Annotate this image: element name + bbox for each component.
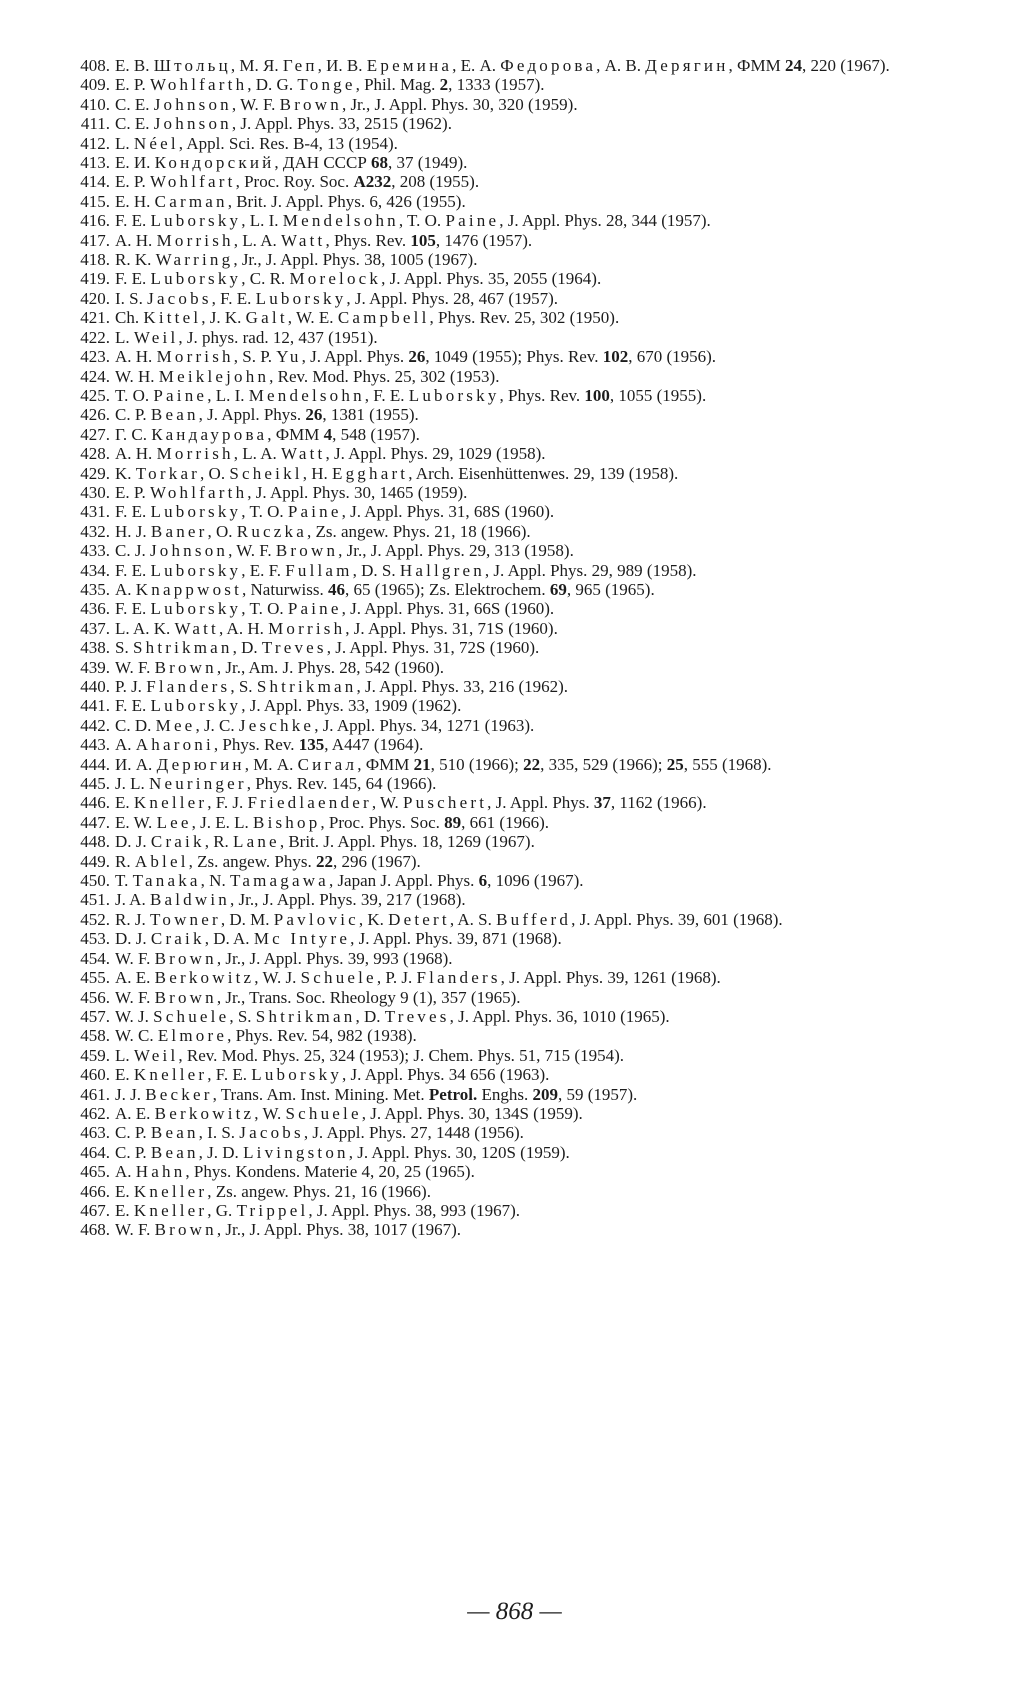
reference-item xyxy=(58,619,974,638)
reference-text: L. A. K. Watt, A. H. Morrish, J. Appl. Phys. 31, 71S (1960). xyxy=(115,618,558,638)
reference-item xyxy=(58,231,974,250)
reference-number: 445. xyxy=(80,774,110,794)
reference-item xyxy=(58,910,974,929)
reference-item xyxy=(58,929,974,948)
reference-text: И. А. Дерюгин, М. А. Сигал, ФММ 21, 510 (1966); 22, 335, 529 (1966); 25, 555 (1968). xyxy=(115,754,772,774)
reference-item xyxy=(58,696,974,715)
reference-text: L. Néel, Appl. Sci. Res. B-4, 13 (1954). xyxy=(115,133,398,153)
reference-item xyxy=(58,1104,974,1123)
reference-item xyxy=(58,949,974,968)
reference-number: 466. xyxy=(80,1181,110,1201)
reference-text: E. W. Lee, J. E. L. Bishop, Proc. Phys. Soc. 89, 661 (1966). xyxy=(115,812,549,832)
reference-number: 463. xyxy=(80,1123,110,1143)
reference-text: E. H. Carman, Brit. J. Appl. Phys. 6, 426 (1955). xyxy=(115,191,466,211)
reference-number: 454. xyxy=(80,948,110,968)
reference-item xyxy=(58,1143,974,1162)
reference-number: 462. xyxy=(80,1103,110,1123)
reference-number: 453. xyxy=(80,929,110,949)
reference-item xyxy=(58,386,974,405)
reference-number: 424. xyxy=(80,366,110,386)
reference-number: 443. xyxy=(80,735,110,755)
reference-text: Е. В. Штольц, М. Я. Геп, И. В. Еремина, Е. А. Федорова, А. В. Дерягин, ФММ 24, 220 (1967). xyxy=(115,56,890,75)
reference-number: 420. xyxy=(80,288,110,308)
reference-item xyxy=(58,95,974,114)
reference-number: 409. xyxy=(80,75,110,95)
reference-item xyxy=(58,1007,974,1026)
reference-number: 450. xyxy=(80,871,110,891)
reference-text: R. J. Towner, D. M. Pavlovic, K. Detert, A. S. Bufferd, J. Appl. Phys. 39, 601 (1968). xyxy=(115,909,783,929)
reference-number: 416. xyxy=(80,211,110,231)
reference-item xyxy=(58,580,974,599)
reference-item xyxy=(58,599,974,618)
reference-item xyxy=(58,1085,974,1104)
reference-item xyxy=(58,308,974,327)
reference-text: A. E. Berkowitz, W. J. Schuele, P. J. Flanders, J. Appl. Phys. 39, 1261 (1968). xyxy=(115,968,721,988)
reference-number: 425. xyxy=(80,385,110,405)
reference-text: A. H. Morrish, L. A. Watt, Phys. Rev. 105, 1476 (1957). xyxy=(115,230,533,250)
reference-item xyxy=(58,56,974,75)
reference-number: 441. xyxy=(80,696,110,716)
reference-number: 449. xyxy=(80,851,110,871)
reference-text: Г. С. Кандаурова, ФММ 4, 548 (1957). xyxy=(115,424,420,444)
reference-number: 408. xyxy=(80,56,110,75)
reference-number: 468. xyxy=(80,1220,110,1240)
reference-number: 459. xyxy=(80,1045,110,1065)
reference-text: K. Torkar, O. Scheikl, H. Egghart, Arch. Eisenhüttenwes. 29, 139 (1958). xyxy=(115,463,679,483)
reference-text: E. P. Wohlfart, Proc. Roy. Soc. A232, 208 (1955). xyxy=(115,172,480,192)
reference-item xyxy=(58,813,974,832)
reference-item xyxy=(58,638,974,657)
reference-number: 464. xyxy=(80,1142,110,1162)
reference-item xyxy=(58,114,974,133)
reference-item xyxy=(58,250,974,269)
reference-item xyxy=(58,405,974,424)
reference-text: H. J. Baner, O. Ruczka, Zs. angew. Phys. 21, 18 (1966). xyxy=(115,521,531,541)
reference-item xyxy=(58,1182,974,1201)
reference-item xyxy=(58,425,974,444)
reference-item xyxy=(58,211,974,230)
reference-text: C. P. Bean, J. Appl. Phys. 26, 1381 (1955). xyxy=(115,405,419,425)
reference-text: W. F. Brown, Jr., J. Appl. Phys. 39, 993 (1968). xyxy=(115,948,453,968)
reference-text: F. E. Luborsky, L. I. Mendelsohn, T. O. Paine, J. Appl. Phys. 28, 344 (1957). xyxy=(115,211,711,231)
reference-number: 435. xyxy=(80,579,110,599)
reference-text: E. Kneller, Zs. angew. Phys. 21, 16 (1966). xyxy=(115,1181,431,1201)
reference-item xyxy=(58,716,974,735)
reference-text: S. Shtrikman, D. Treves, J. Appl. Phys. 31, 72S (1960). xyxy=(115,638,540,658)
reference-number: 467. xyxy=(80,1200,110,1220)
reference-text: J. L. Neuringer, Phys. Rev. 145, 64 (1966). xyxy=(115,774,437,794)
reference-text: A. Aharoni, Phys. Rev. 135, A447 (1964). xyxy=(115,735,424,755)
reference-text: D. J. Craik, R. Lane, Brit. J. Appl. Phys. 18, 1269 (1967). xyxy=(115,832,535,852)
reference-number: 418. xyxy=(80,250,110,270)
reference-item xyxy=(58,75,974,94)
reference-number: 434. xyxy=(80,560,110,580)
reference-number: 457. xyxy=(80,1006,110,1026)
reference-text: D. J. Craik, D. A. Mc Intyre, J. Appl. Phys. 39, 871 (1968). xyxy=(115,929,562,949)
reference-text: C. E. Johnson, J. Appl. Phys. 33, 2515 (1962). xyxy=(115,114,452,134)
reference-number: 461. xyxy=(80,1084,110,1104)
reference-number: 455. xyxy=(80,968,110,988)
reference-text: A. Knappwost, Naturwiss. 46, 65 (1965); Zs. Elektrochem. 69, 965 (1965). xyxy=(115,579,655,599)
reference-number: 427. xyxy=(80,424,110,444)
reference-item xyxy=(58,1026,974,1045)
reference-number: 432. xyxy=(80,521,110,541)
reference-item xyxy=(58,1123,974,1142)
reference-item xyxy=(58,483,974,502)
reference-number: 456. xyxy=(80,987,110,1007)
reference-number: 436. xyxy=(80,599,110,619)
reference-item xyxy=(58,755,974,774)
reference-text: E. Kneller, F. J. Friedlaender, W. Puschert, J. Appl. Phys. 37, 1162 (1966). xyxy=(115,793,707,813)
reference-number: 412. xyxy=(80,133,110,153)
reference-item xyxy=(58,444,974,463)
reference-text: C. P. Bean, I. S. Jacobs, J. Appl. Phys. 27, 1448 (1956). xyxy=(115,1123,524,1143)
reference-item xyxy=(58,192,974,211)
reference-item xyxy=(58,890,974,909)
reference-number: 430. xyxy=(80,482,110,502)
reference-text: A. H. Morrish, L. A. Watt, J. Appl. Phys. 29, 1029 (1958). xyxy=(115,444,546,464)
reference-text: E. Kneller, F. E. Luborsky, J. Appl. Phys. 34 656 (1963). xyxy=(115,1065,550,1085)
reference-number: 417. xyxy=(80,230,110,250)
reference-text: W. H. Meiklejohn, Rev. Mod. Phys. 25, 302 (1953). xyxy=(115,366,500,386)
reference-number: 448. xyxy=(80,832,110,852)
reference-item xyxy=(58,677,974,696)
reference-item xyxy=(58,269,974,288)
reference-text: R. Ablel, Zs. angew. Phys. 22, 296 (1967). xyxy=(115,851,421,871)
reference-item xyxy=(58,172,974,191)
reference-item xyxy=(58,561,974,580)
reference-text: F. E. Luborsky, C. R. Morelock, J. Appl. Phys. 35, 2055 (1964). xyxy=(115,269,602,289)
reference-item xyxy=(58,134,974,153)
reference-text: J. J. Becker, Trans. Am. Inst. Mining. Met. Petrol. Enghs. 209, 59 (1957). xyxy=(115,1084,638,1104)
reference-text: I. S. Jacobs, F. E. Luborsky, J. Appl. Phys. 28, 467 (1957). xyxy=(115,288,558,308)
reference-item xyxy=(58,988,974,1007)
reference-item xyxy=(58,328,974,347)
reference-text: F. E. Luborsky, E. F. Fullam, D. S. Hallgren, J. Appl. Phys. 29, 989 (1958). xyxy=(115,560,697,580)
reference-number: 415. xyxy=(80,191,110,211)
reference-number: 411. xyxy=(80,114,110,134)
reference-text: W. J. Schuele, S. Shtrikman, D. Treves, J. Appl. Phys. 36, 1010 (1965). xyxy=(115,1006,670,1026)
reference-item xyxy=(58,347,974,366)
reference-text: Е. И. Кондорский, ДАН СССР 68, 37 (1949). xyxy=(115,153,468,173)
reference-text: F. E. Luborsky, T. O. Paine, J. Appl. Phys. 31, 66S (1960). xyxy=(115,599,555,619)
reference-number: 433. xyxy=(80,541,110,561)
reference-number: 419. xyxy=(80,269,110,289)
reference-item xyxy=(58,1065,974,1084)
reference-number: 447. xyxy=(80,812,110,832)
reference-number: 451. xyxy=(80,890,110,910)
reference-number: 439. xyxy=(80,657,110,677)
reference-item xyxy=(58,968,974,987)
reference-number: 410. xyxy=(80,94,110,114)
reference-text: W. F. Brown, Jr., Am. J. Phys. 28, 542 (1960). xyxy=(115,657,445,677)
reference-text: T. Tanaka, N. Tamagawa, Japan J. Appl. Phys. 6, 1096 (1967). xyxy=(115,871,584,891)
reference-item xyxy=(58,871,974,890)
page-number: — 868 — xyxy=(467,1598,562,1625)
reference-text: A. H. Morrish, S. P. Yu, J. Appl. Phys. 26, 1049 (1955); Phys. Rev. 102, 670 (1956). xyxy=(115,347,717,367)
reference-text: C. J. Johnson, W. F. Brown, Jr., J. Appl. Phys. 29, 313 (1958). xyxy=(115,541,574,561)
reference-number: 452. xyxy=(80,909,110,929)
reference-number: 465. xyxy=(80,1162,110,1182)
reference-text: L. Weil, J. phys. rad. 12, 437 (1951). xyxy=(115,327,378,347)
reference-item xyxy=(58,1201,974,1220)
reference-text: C. E. Johnson, W. F. Brown, Jr., J. Appl. Phys. 30, 320 (1959). xyxy=(115,94,578,114)
reference-item xyxy=(58,541,974,560)
reference-item xyxy=(58,502,974,521)
reference-text: E. P. Wohlfarth, J. Appl. Phys. 30, 1465 (1959). xyxy=(115,482,468,502)
reference-list xyxy=(58,56,974,1240)
reference-item xyxy=(58,1046,974,1065)
reference-number: 460. xyxy=(80,1065,110,1085)
reference-text: P. J. Flanders, S. Shtrikman, J. Appl. Phys. 33, 216 (1962). xyxy=(115,677,569,696)
reference-text: Ch. Kittel, J. K. Galt, W. E. Campbell, Phys. Rev. 25, 302 (1950). xyxy=(115,308,620,328)
reference-text: C. D. Mee, J. C. Jeschke, J. Appl. Phys. 34, 1271 (1963). xyxy=(115,715,535,735)
reference-item xyxy=(58,289,974,308)
reference-number: 426. xyxy=(80,405,110,425)
reference-number: 423. xyxy=(80,347,110,367)
reference-item xyxy=(58,735,974,754)
reference-text: W. F. Brown, Jr., Trans. Soc. Rheology 9 (1), 357 (1965). xyxy=(115,987,521,1007)
reference-number: 421. xyxy=(80,308,110,328)
reference-text: F. E. Luborsky, J. Appl. Phys. 33, 1909 (1962). xyxy=(115,696,462,716)
reference-text: W. F. Brown, Jr., J. Appl. Phys. 38, 1017 (1967). xyxy=(115,1220,462,1240)
reference-text: A. Hahn, Phys. Kondens. Materie 4, 20, 25 (1965). xyxy=(115,1162,475,1182)
reference-number: 442. xyxy=(80,715,110,735)
reference-text: A. E. Berkowitz, W. Schuele, J. Appl. Phys. 30, 134S (1959). xyxy=(115,1103,583,1123)
reference-item xyxy=(58,153,974,172)
reference-number: 446. xyxy=(80,793,110,813)
reference-item xyxy=(58,1220,974,1239)
reference-item xyxy=(58,793,974,812)
reference-number: 438. xyxy=(80,638,110,658)
reference-number: 444. xyxy=(80,754,110,774)
reference-item xyxy=(58,852,974,871)
reference-number: 458. xyxy=(80,1026,110,1046)
reference-number: 429. xyxy=(80,463,110,483)
reference-number: 413. xyxy=(80,153,110,173)
reference-item xyxy=(58,464,974,483)
reference-text: T. O. Paine, L. I. Mendelsohn, F. E. Luborsky, Phys. Rev. 100, 1055 (1955). xyxy=(115,385,707,405)
reference-text: W. C. Elmore, Phys. Rev. 54, 982 (1938). xyxy=(115,1026,417,1046)
reference-text: L. Weil, Rev. Mod. Phys. 25, 324 (1953); J. Chem. Phys. 51, 715 (1954). xyxy=(115,1045,625,1065)
reference-number: 428. xyxy=(80,444,110,464)
reference-item xyxy=(58,522,974,541)
reference-text: E. P. Wohlfarth, D. G. Tonge, Phil. Mag. 2, 1333 (1957). xyxy=(115,75,545,95)
reference-text: E. Kneller, G. Trippel, J. Appl. Phys. 38, 993 (1967). xyxy=(115,1200,520,1220)
reference-number: 440. xyxy=(80,677,110,696)
reference-item xyxy=(58,367,974,386)
reference-number: 431. xyxy=(80,502,110,522)
reference-text: F. E. Luborsky, T. O. Paine, J. Appl. Phys. 31, 68S (1960). xyxy=(115,502,555,522)
reference-item xyxy=(58,1162,974,1181)
reference-number: 437. xyxy=(80,618,110,638)
reference-text: J. A. Baldwin, Jr., J. Appl. Phys. 39, 217 (1968). xyxy=(115,890,466,910)
reference-item xyxy=(58,774,974,793)
reference-number: 422. xyxy=(80,327,110,347)
reference-item xyxy=(58,832,974,851)
reference-number: 414. xyxy=(80,172,110,192)
reference-item xyxy=(58,658,974,677)
reference-text: C. P. Bean, J. D. Livingston, J. Appl. Phys. 30, 120S (1959). xyxy=(115,1142,570,1162)
reference-text: R. K. Warring, Jr., J. Appl. Phys. 38, 1005 (1967). xyxy=(115,250,478,270)
